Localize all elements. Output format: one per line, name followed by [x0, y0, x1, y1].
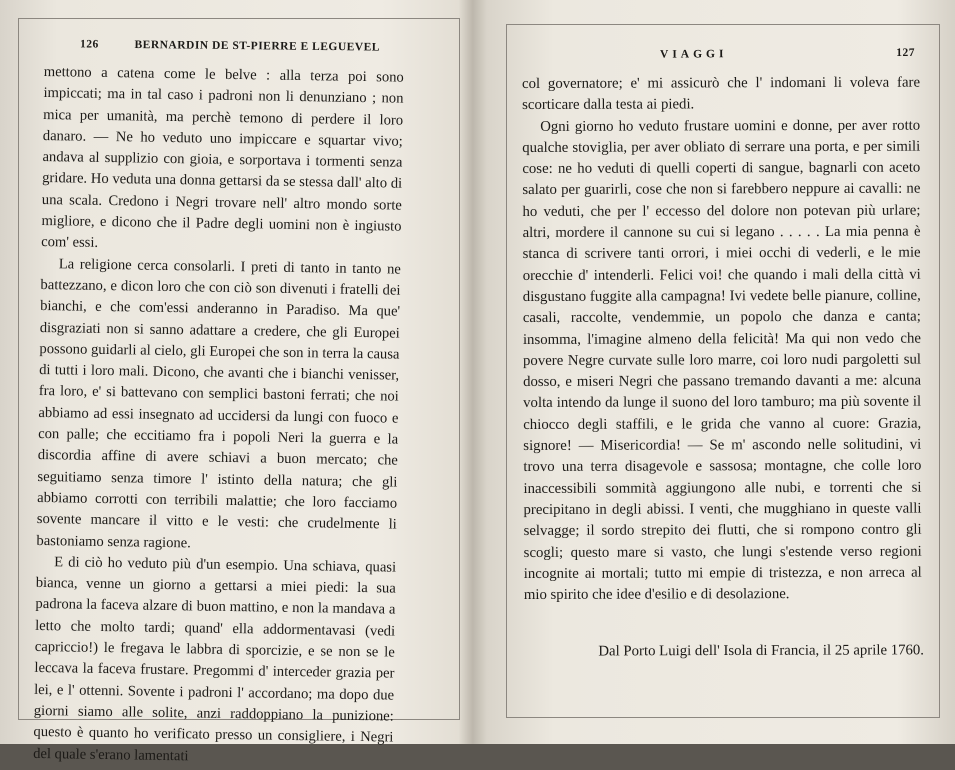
right-page-text — [522, 73, 922, 607]
right-page — [470, 0, 955, 744]
right-running-title: VIAGGI — [659, 48, 728, 61]
left-paragraph-2: La religione cerca consolarli. I preti di tanto in tanto ne battezzano, e dicon loro che con ciò son divenuti i fratelli dei bianchi, e che com'essi anderanno in Paradiso. Ma que' disgraziati non si sanno adattare a credere, che gli Europei possono guidarli al cielo, gli Europei che son in terra la causa di tutti i loro mali. Dicono, che avanti che i bianchi venisser, fra loro, e' si battevano con semplici bastoni ferrati; che noi abbiamo ad essi insegnato ad uccidersi da lungi con fuoco e con palle; che eccitiamo fra i popoli Neri la guerra e la discordia affine di avere schiavi a buon mercato; che seguitiamo senza timore l' istinto della natura; che gli abbiamo corrotti con terribili malattie; che loro facciamo sovente mancare il vitto e le vesti: che crudelmente li bastoniamo senza ragione. — [36, 255, 401, 551]
right-paragraph-2: Ogni giorno ho veduto frustare uomini e donne, per aver rotto qualche stoviglia, per aver obliato di serrare una porta, e per simili cose: ne ho veduti di quelli coperti di sangue, bagnarli con aceto salato per guarirli, cose che non si farebbero neppure ai cavalli: ne ho veduti, che per l' eccesso del dolore non potevan più urlare; altri, mordere il cannone su cui si legano . . . . . La mia penna è stanca di scrivere tanti orrori, i miei occhi di vederli, e le mie orecchie d' intenderli. Felici voi! che quando i mali della città vi disgustano fuggite alla campagna! Ivi vedete belle pianure, colline, casali, raccolte, vendemmie, un popolo che danza e canta; insomma, l'imagine almeno della felicità! Ma qui non vedo che povere Negre curvate sulle loro marre, coi loro nudi pargoletti sul dosso, e miseri Negri che passano tremando davanti a me: alcuna volta intendo da lunge il suono del loro tamburo; ma più sovente il chiocco degli staffili, e le grida che vanno al cuore: Grazia, signore! — Misericordia! — Se m' ascondo nelle solitudini, vi trovo una terra disagevole e sassosa; montagne, che colle loro inaccessibili sommità aggiungono alle nubi, e torrenti che si precipitano in degli abissi. I venti, che mugghiano in queste valli selvagge; il sordo strepito dei flutti, che si rompono contro gli scogli; questo mare si vasto, che lungi s'estende verso regioni incognite ai mortali; tutto mi empie di tristezza, e non arreca al mio spirito che idee d'esilio e di desolazione. — [522, 117, 922, 604]
left-running-title: BERNARDIN DE ST-PIERRE E LEGUEVEL — [134, 39, 381, 54]
left-paragraph-3: E di ciò ho veduto più d'un esempio. Una schiava, quasi bianca, venne un giorno a gettarsi a miei piedi: la sua padrona la faceva alzare di buon mattino, e non la mandava a letto che molto tardi; quand' ella addormentavasi (vedi capriccio!) le fregava le labbra di sporcizie, e se non se le leccava la faceva frustare. Pregommi d' interceder grazia per lei, e l' ottenni. Sovente i padroni l' accordano; ma dopo due giorni siamo alle solite, anzi raddoppiano la punizione: questo è quanto ho verificato presso un consigliere, i Negri del quale s'erano lamentati — [33, 554, 397, 764]
left-page-number: 126 — [79, 38, 99, 51]
right-page-number: 127 — [896, 46, 916, 60]
left-page — [0, 0, 470, 764]
right-running-head — [600, 47, 915, 61]
dateline-signoff: Dal Porto Luigi dell' Isola di Francia, il 25 aprile 1760. — [598, 642, 925, 660]
left-page-text — [33, 62, 404, 770]
left-paragraph-1: mettono a catena come le belve : alla terza poi sono impiccati; ma in tal caso i padroni non li denunziano ; non mica per umanità, ma perchè temono di perdere il loro danaro. — Ne ho veduto uno impiccare e squartar vivo; andava al supplizio con gioia, e sorportava i tormenti senza gridare. Ho veduta una donna gettarsi da se stessa dall' alto di una scala. Credono i Negri trovare nell' altro mondo sorte migliore, e dicono che il Padre degli uomini non è ingiusto com' essi. — [41, 63, 404, 252]
right-paragraph-1: col governatore; e' mi assicurò che l' indomani li voleva fare scorticare dalla testa ai piedi. — [522, 74, 921, 114]
